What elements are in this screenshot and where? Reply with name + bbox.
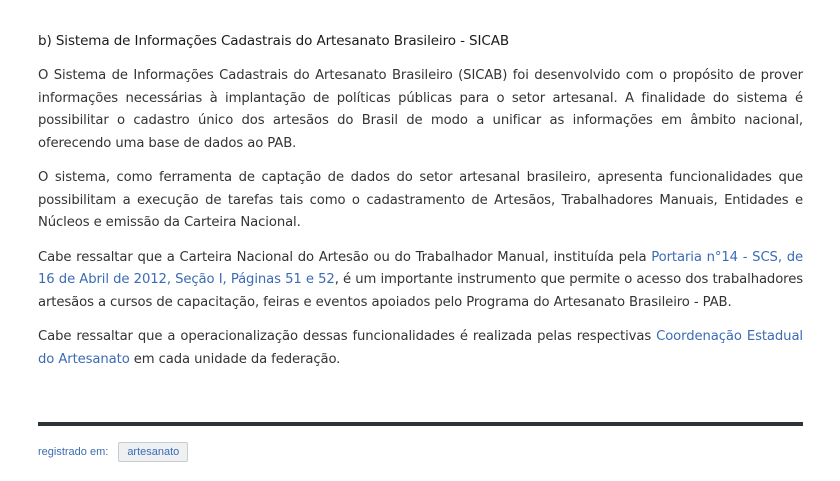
paragraph-coordenacao-text-end: em cada unidade da federação. [129,351,341,367]
paragraph-carteira-text-end: , é um importante instrumento que permite o acesso dos trabalhadores artesãos a cursos de capacitação, feiras e eventos apoiados pelo Programa do Artesanato Brasileiro - PAB. [38,272,803,310]
paragraph-coordenacao [38,326,803,371]
tag-artesanato[interactable]: artesanato [118,442,188,462]
coordenacao-estadual-link[interactable]: Coordenação Estadual do Artesanato [38,329,803,367]
paragraph-intro: O Sistema de Informações Cadastrais do Artesanato Brasileiro (SICAB) foi desenvolvido com o propósito de prover informações necessárias à implantação de políticas públicas para o setor artesanal. A finalidade do sistema é possibilitar o cadastro único dos artesãos do Brasil de modo a unificar as informações em âmbito nacional, oferecendo uma base de dados ao PAB. [38,68,803,151]
paragraph-features: O sistema, como ferramenta de captação de dados do setor artesanal brasileiro, apresenta funcionalidades que possibilitam a execução de tarefas tais como o cadastramento de Artesãos, Trabalhadores Manuais, Entidades e Núcleos e emissão da Carteira Nacional. [38,170,803,230]
footer-divider [38,422,803,426]
portaria-link[interactable]: Portaria n°14 - SCS, de 16 de Abril de 2012, Seção I, Páginas 51 e 52 [38,249,803,287]
paragraph-carteira-text-start: Cabe ressaltar que a Carteira Nacional do Artesão ou do Trabalhador Manual, instituída pela [38,249,652,265]
tags-label: registrado em: [38,446,109,458]
section-heading: b) Sistema de Informações Cadastrais do Artesanato Brasileiro - SICAB [38,33,510,49]
tags-bar [38,442,188,462]
paragraph-carteira [38,247,803,315]
article-content [38,30,803,383]
paragraph-coordenacao-text-start: Cabe ressaltar que a operacionalização dessas funcionalidades é realizada pelas respectivas [38,329,657,344]
